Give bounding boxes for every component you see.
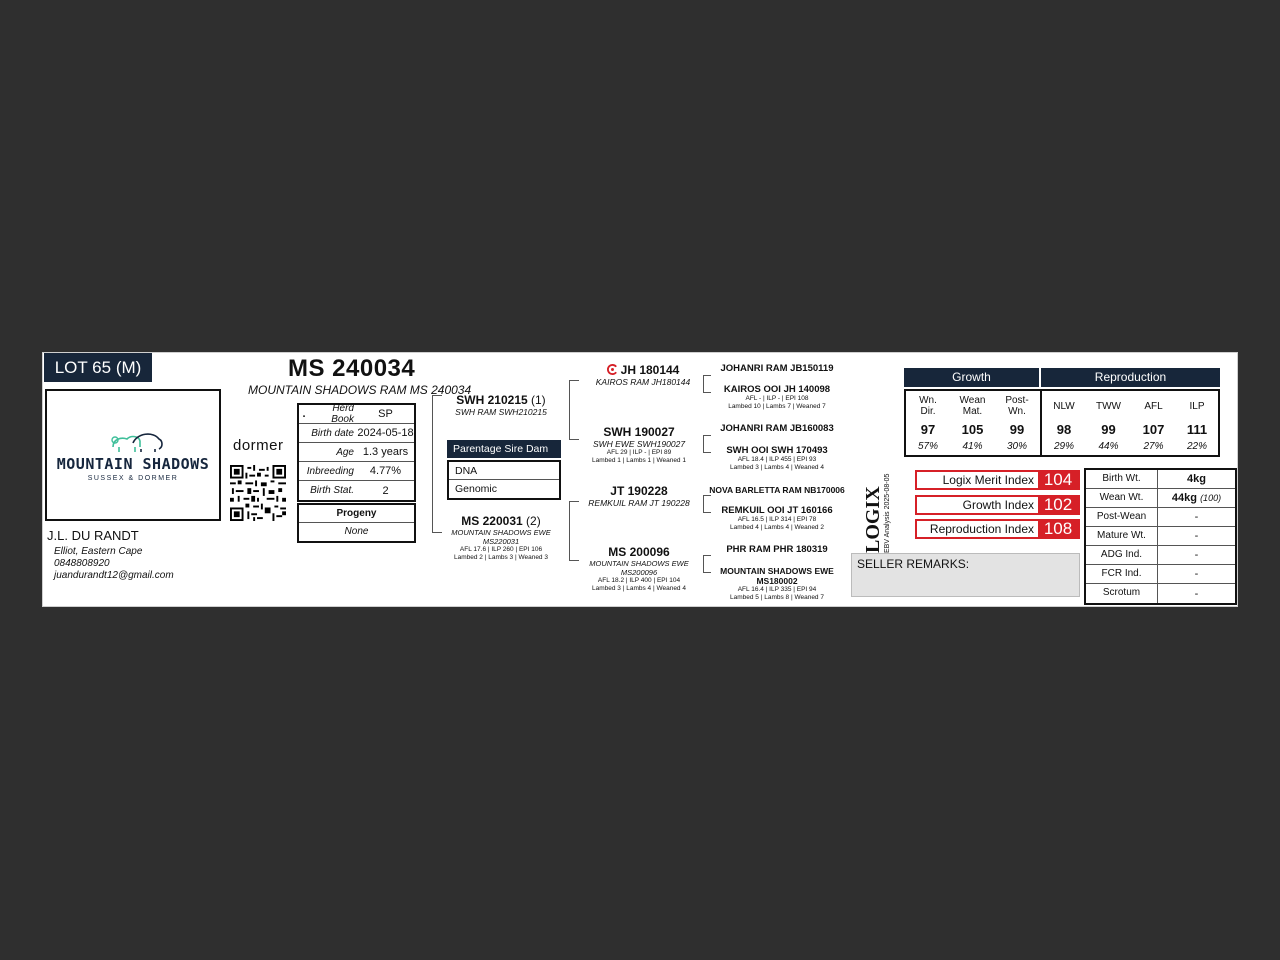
- ebv-table: [904, 389, 1220, 457]
- ebv-col-tww: [1086, 391, 1131, 455]
- dam-count: (2): [526, 514, 541, 528]
- sd-lambing: Lambed 1 | Lambs 1 | Weaned 1: [592, 457, 686, 464]
- dam-metrics: AFL 17.6 | ILP 260 | EPI 106: [459, 546, 543, 553]
- animal-id: MS 240034: [288, 355, 416, 382]
- info-label: Birth Stat.: [310, 485, 354, 496]
- growth-header: Growth: [904, 368, 1039, 387]
- reproduction-header: Reproduction: [1041, 368, 1220, 387]
- meas-label: ADG Ind.: [1086, 546, 1158, 564]
- ebv-value: 107: [1142, 422, 1165, 437]
- ebv-value: 111: [1186, 422, 1208, 437]
- ebv-title: Post- Wn.: [1005, 395, 1029, 417]
- ebv-col-wn-dir: [906, 391, 950, 455]
- reproduction-index: [915, 519, 1080, 539]
- ebv-accuracy: 29%: [1053, 441, 1074, 452]
- ebv-col-wean-mat: [950, 391, 995, 455]
- ss-name: KAIROS RAM JH180144: [595, 377, 691, 387]
- ds-id: JT 190228: [610, 484, 668, 498]
- ebv-title: Wean Mat.: [959, 395, 986, 417]
- growth-index: [915, 495, 1080, 515]
- pedigree-dsd[interactable]: [709, 505, 845, 532]
- ssd-metrics: AFL - | ILP - | EPI 108: [745, 395, 809, 402]
- info-row-age: [299, 443, 414, 462]
- dsd-metrics: AFL 16.5 | ILP 314 | EPI 78: [737, 516, 817, 523]
- dam-id: MS 220031: [461, 514, 523, 528]
- breed-label: dormer: [233, 437, 284, 454]
- ebv-title: TWW: [1096, 400, 1121, 412]
- logix-analysis-date: EBV Analysis 2025-08-05: [884, 473, 891, 553]
- meas-row: [1086, 565, 1235, 584]
- sss-name: JOHANRI RAM JB150119: [720, 363, 834, 374]
- lot-card: [42, 352, 1238, 607]
- sire-count: (1): [531, 393, 546, 407]
- ebv-value: 97: [920, 422, 936, 437]
- parentage-box: [447, 440, 561, 500]
- meas-label: FCR Ind.: [1086, 565, 1158, 583]
- meas-label: Scrotum: [1086, 584, 1158, 603]
- info-row-birth-date: [299, 424, 414, 443]
- info-value: 4.77%: [369, 465, 402, 477]
- breeder-email: juandurandt12@gmail.com: [54, 570, 174, 581]
- info-value: 1.3 years: [362, 446, 409, 458]
- meas-label: Birth Wt.: [1086, 470, 1158, 488]
- ebv-col-nlw: [1042, 391, 1086, 455]
- ebv-title: ILP: [1189, 400, 1205, 412]
- ss-id: JH 180144: [620, 363, 680, 377]
- pedigree-sire-dam[interactable]: [579, 425, 699, 465]
- logix-brand: LOGIX: [862, 486, 884, 553]
- index-value: 102: [1038, 497, 1078, 513]
- info-label: Birth date: [311, 427, 354, 439]
- breeder-location: Elliot, Eastern Cape: [54, 546, 143, 557]
- meas-label: Post-Wean: [1086, 508, 1158, 526]
- ebv-accuracy: 57%: [917, 441, 938, 452]
- ebv-title: Wn. Dir.: [919, 395, 937, 417]
- ebv-value: 99: [1101, 422, 1116, 437]
- ebv-title: NLW: [1053, 400, 1075, 412]
- farm-logo: [45, 389, 221, 521]
- pedigree-dds[interactable]: [709, 544, 845, 555]
- dam-lambing: Lambed 2 | Lambs 3 | Weaned 3: [454, 554, 548, 561]
- seller-remarks-label: SELLER REMARKS:: [857, 557, 970, 571]
- animal-info-table: [297, 403, 416, 502]
- pedigree-sds[interactable]: [709, 423, 845, 434]
- ssd-lambing: Lambed 10 | Lambs 7 | Weaned 7: [728, 403, 826, 410]
- qr-code-icon[interactable]: [230, 465, 286, 521]
- red-logo-icon: [607, 364, 618, 375]
- parentage-genomic: Genomic: [455, 483, 498, 495]
- measurements-table: [1084, 468, 1237, 605]
- sdd-name: SWH OOI SWH 170493: [726, 445, 828, 456]
- animal-name: MOUNTAIN SHADOWS RAM MS 240034: [248, 383, 472, 397]
- info-value: 2: [382, 484, 389, 497]
- pedigree-dam-dam[interactable]: [573, 545, 705, 593]
- sire-id: SWH 210215: [456, 393, 528, 407]
- pedigree-ssd[interactable]: [709, 384, 845, 411]
- sdd-metrics: AFL 18.4 | ILP 455 | EPI 93: [737, 456, 817, 463]
- meas-value: 4kg: [1187, 473, 1206, 485]
- index-label: Logix Merit Index: [942, 473, 1034, 487]
- ebv-col-ilp: [1176, 391, 1218, 455]
- pedigree-sire[interactable]: [441, 393, 561, 417]
- dd-lambing: Lambed 3 | Lambs 4 | Weaned 4: [592, 585, 686, 592]
- parentage-dna: DNA: [449, 462, 559, 480]
- sd-id: SWH 190027: [603, 425, 675, 439]
- pedigree-dam-sire[interactable]: [579, 484, 699, 508]
- logix-merit-index: [915, 470, 1080, 490]
- info-row-herd-book: [299, 405, 414, 424]
- index-label: Reproduction Index: [929, 522, 1034, 536]
- dsd-lambing: Lambed 4 | Lambs 4 | Weaned 2: [730, 524, 824, 531]
- info-row-birth-stat: [299, 481, 414, 500]
- breeder-name: J.L. DU RANDT: [47, 528, 139, 543]
- meas-value: -: [1194, 568, 1199, 580]
- ds-name: REMKUIL RAM JT 190228: [588, 498, 690, 508]
- progeny-value: None: [344, 526, 369, 537]
- ebv-accuracy: 22%: [1186, 441, 1207, 452]
- sd-name: SWH EWE SWH190027: [592, 439, 686, 449]
- ebv-accuracy: 44%: [1098, 441, 1119, 452]
- ddd-lambing: Lambed 5 | Lambs 8 | Weaned 7: [730, 594, 824, 601]
- sd-metrics: AFL 29 | ILP - | EPI 89: [606, 449, 672, 456]
- logix-logo: [861, 467, 891, 557]
- info-value: SP: [378, 408, 393, 420]
- sheep-icon: [109, 429, 165, 453]
- pedigree-sdd[interactable]: [709, 445, 845, 472]
- ebv-title: AFL: [1144, 400, 1163, 412]
- breeder-contact: [54, 546, 174, 582]
- meas-row: [1086, 546, 1235, 565]
- sds-name: JOHANRI RAM JB160083: [720, 423, 834, 434]
- dd-name: MOUNTAIN SHADOWS EWE MS200096: [589, 559, 689, 577]
- meas-row: [1086, 508, 1235, 527]
- logo-sub: SUSSEX & DORMER: [87, 475, 179, 482]
- info-label: Herd Book: [331, 403, 354, 425]
- progeny-box: [297, 503, 416, 543]
- logo-name: MOUNTAIN SHADOWS: [56, 455, 210, 473]
- meas-value: 44kg: [1171, 492, 1197, 504]
- ssd-name: KAIROS OOI JH 140098: [723, 384, 831, 395]
- index-value: 104: [1038, 472, 1078, 488]
- info-dot: .: [302, 408, 306, 420]
- pedigree-ddd[interactable]: [703, 566, 851, 602]
- lot-label: LOT 65 (M): [44, 353, 152, 382]
- meas-label: Wean Wt.: [1086, 489, 1158, 507]
- dam-name: MOUNTAIN SHADOWS EWE MS220031: [451, 528, 551, 546]
- index-value: 108: [1038, 521, 1078, 537]
- ebv-value: 99: [1009, 422, 1025, 437]
- info-label: Age: [336, 446, 354, 458]
- meas-label: Mature Wt.: [1086, 527, 1158, 545]
- ebv-col-afl: [1131, 391, 1176, 455]
- pedigree-sire-sire[interactable]: [583, 363, 703, 387]
- ebv-accuracy: 30%: [1006, 441, 1027, 452]
- meas-row: [1086, 489, 1235, 508]
- pedigree-line: [569, 380, 579, 440]
- breeder-phone: 0848808920: [54, 558, 110, 569]
- pedigree-dss[interactable]: [705, 485, 849, 495]
- parentage-header: Parentage Sire Dam: [447, 440, 561, 458]
- meas-value: -: [1194, 530, 1199, 542]
- seller-remarks-box[interactable]: [851, 553, 1080, 597]
- ebv-accuracy: 27%: [1143, 441, 1164, 452]
- ebv-accuracy: 41%: [962, 441, 983, 452]
- info-label: Inbreeding: [306, 465, 354, 477]
- meas-value: -: [1194, 549, 1199, 561]
- progeny-label: Progeny: [299, 505, 414, 523]
- ddd-metrics: AFL 16.4 | ILP 335 | EPI 94: [737, 586, 817, 593]
- meas-row: [1086, 584, 1235, 603]
- ebv-value: 98: [1056, 422, 1072, 437]
- meas-row: [1086, 527, 1235, 546]
- ebv-value: 105: [961, 422, 984, 437]
- ddd-name: MOUNTAIN SHADOWS EWE MS180002: [720, 566, 834, 586]
- meas-value: -: [1194, 511, 1199, 523]
- info-row-inbreeding: [299, 462, 414, 481]
- ebv-col-post-wn: [995, 391, 1039, 455]
- index-label: Growth Index: [962, 498, 1034, 512]
- dds-name: PHR RAM PHR 180319: [726, 544, 828, 555]
- sdd-lambing: Lambed 3 | Lambs 4 | Weaned 4: [730, 464, 824, 471]
- dd-metrics: AFL 18.2 | ILP 400 | EPI 104: [597, 577, 681, 584]
- dd-id: MS 200096: [608, 545, 670, 559]
- pedigree-sss[interactable]: [709, 363, 845, 374]
- dss-name: NOVA BARLETTA RAM NB170006: [709, 485, 845, 495]
- meas-value: -: [1194, 587, 1199, 600]
- sire-name: SWH RAM SWH210215: [455, 407, 547, 417]
- meas-extra: (100): [1200, 493, 1222, 503]
- dsd-name: REMKUIL OOI JT 160166: [721, 505, 833, 516]
- pedigree-dam[interactable]: [433, 514, 569, 562]
- info-value: 2024-05-18: [357, 427, 414, 439]
- meas-row: [1086, 470, 1235, 489]
